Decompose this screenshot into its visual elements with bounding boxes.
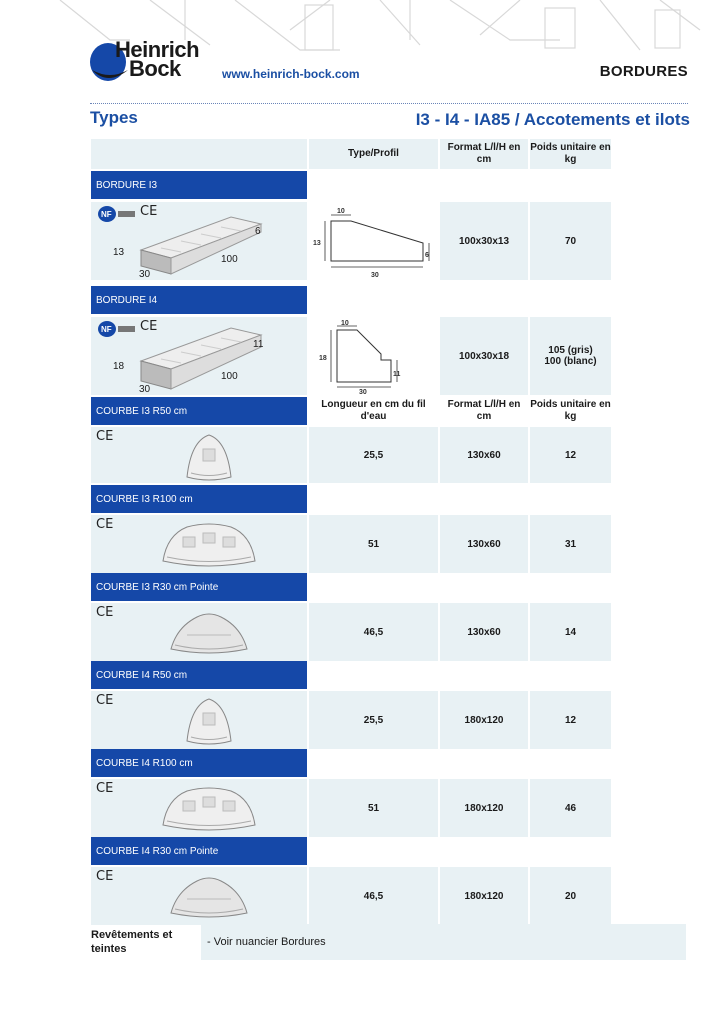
product-image <box>91 317 307 395</box>
ce-mark-icon: CE <box>140 319 158 334</box>
svg-text:6: 6 <box>425 252 429 259</box>
ce-mark-icon: CE <box>96 693 114 708</box>
dim-length: 100 <box>221 254 238 265</box>
table-row <box>91 202 611 280</box>
section-subtitle: I3 - I4 - IA85 / Accotements et ilots <box>415 110 690 129</box>
table-row <box>91 427 611 483</box>
product-image <box>91 603 307 661</box>
svg-text:30: 30 <box>359 389 367 394</box>
courbe-block-icon <box>147 429 271 485</box>
product-image <box>91 867 307 925</box>
dim-height: 18 <box>113 361 125 372</box>
header-format: Format L/l/H en cm <box>440 139 528 169</box>
table-row <box>91 515 611 573</box>
table-row <box>91 779 611 837</box>
product-band: COURBE I3 R30 cm Pointe <box>91 573 307 601</box>
format-value: 100x30x13 <box>440 202 528 280</box>
header-blank <box>91 139 307 169</box>
product-band: BORDURE I3 <box>91 171 307 199</box>
svg-text:13: 13 <box>313 240 321 247</box>
length-value: 46,5 <box>309 603 438 661</box>
profile-diagram <box>309 202 438 280</box>
dim-height: 13 <box>113 247 125 258</box>
product-image <box>91 779 307 837</box>
format-value: 180x120 <box>440 779 528 837</box>
header-length: Longueur en cm du fil d'eau <box>321 399 426 422</box>
format-value: 100x30x18 <box>440 317 528 395</box>
ce-mark-icon: CE <box>96 781 114 796</box>
document-category: BORDURES <box>599 63 688 80</box>
weight-value: 20 <box>530 867 611 925</box>
svg-text:11: 11 <box>393 371 401 378</box>
svg-text:NF: NF <box>101 325 112 334</box>
weight-value: 70 <box>530 202 611 280</box>
ce-mark-icon: CE <box>140 204 158 219</box>
table-row <box>91 867 611 925</box>
revetements-label: Revêtements et teintes <box>91 929 173 955</box>
website-link[interactable]: www.heinrich-bock.com <box>222 67 360 81</box>
format-value: 180x120 <box>440 867 528 925</box>
product-band: COURBE I4 R100 cm <box>91 749 307 777</box>
svg-text:30: 30 <box>371 272 379 279</box>
product-band: COURBE I3 R50 cm <box>91 397 307 425</box>
profile-i4-icon <box>311 318 436 394</box>
product-image <box>91 427 307 483</box>
length-value: 25,5 <box>309 427 438 483</box>
svg-text:10: 10 <box>341 320 349 327</box>
courbe-block-icon <box>147 869 271 925</box>
profile-i3-icon <box>311 203 436 279</box>
product-band: BORDURE I4 <box>91 286 307 314</box>
length-value: 25,5 <box>309 691 438 749</box>
header-weight: Poids unitaire en kg <box>530 139 611 169</box>
weight-value: 105 (gris) 100 (blanc) <box>530 317 611 395</box>
header-format: Format L/l/H en cm <box>447 399 521 422</box>
ce-mark-icon: CE <box>96 605 114 620</box>
courbe-block-icon <box>147 605 271 661</box>
dim-edge: 11 <box>253 339 264 350</box>
svg-text:10: 10 <box>337 208 345 215</box>
courbe-block-icon <box>147 517 271 573</box>
divider <box>90 103 688 104</box>
product-image <box>91 202 307 280</box>
bordure-3d-icon <box>111 325 271 395</box>
product-band: COURBE I4 R50 cm <box>91 661 307 689</box>
bordure-3d-icon <box>111 212 271 280</box>
table-row <box>91 317 611 395</box>
logo-wordmark: Heinrich Bock <box>115 37 200 81</box>
product-image <box>91 691 307 749</box>
ce-mark-icon: CE <box>96 429 114 444</box>
dim-edge: 6 <box>255 226 261 237</box>
weight-value: 31 <box>530 515 611 573</box>
section-title: Types <box>90 108 138 127</box>
product-band: COURBE I3 R100 cm <box>91 485 307 513</box>
revetements-value: - Voir nuancier Bordures <box>201 924 686 960</box>
header-weight: Poids unitaire en kg <box>530 399 611 422</box>
dim-width: 30 <box>139 269 151 280</box>
product-image <box>91 515 307 573</box>
length-value: 51 <box>309 779 438 837</box>
header-type: Type/Profil <box>309 139 438 169</box>
courbe-block-icon <box>147 781 271 837</box>
length-value: 46,5 <box>309 867 438 925</box>
ce-mark-icon: CE <box>96 517 114 532</box>
weight-value: 46 <box>530 779 611 837</box>
weight-value: 12 <box>530 691 611 749</box>
table-header <box>91 139 611 169</box>
svg-text:NF: NF <box>101 210 112 219</box>
format-value: 130x60 <box>440 427 528 483</box>
product-band: COURBE I4 R30 cm Pointe <box>91 837 307 865</box>
format-value: 180x120 <box>440 691 528 749</box>
svg-text:18: 18 <box>319 355 327 362</box>
dim-width: 30 <box>139 384 151 395</box>
dim-length: 100 <box>221 371 238 382</box>
ce-mark-icon: CE <box>96 869 114 884</box>
format-value: 130x60 <box>440 603 528 661</box>
table-row <box>91 603 611 661</box>
table-header <box>91 397 611 425</box>
profile-diagram <box>309 317 438 395</box>
length-value: 51 <box>309 515 438 573</box>
table-row <box>91 691 611 749</box>
weight-value: 12 <box>530 427 611 483</box>
courbe-block-icon <box>147 693 271 749</box>
weight-value: 14 <box>530 603 611 661</box>
format-value: 130x60 <box>440 515 528 573</box>
